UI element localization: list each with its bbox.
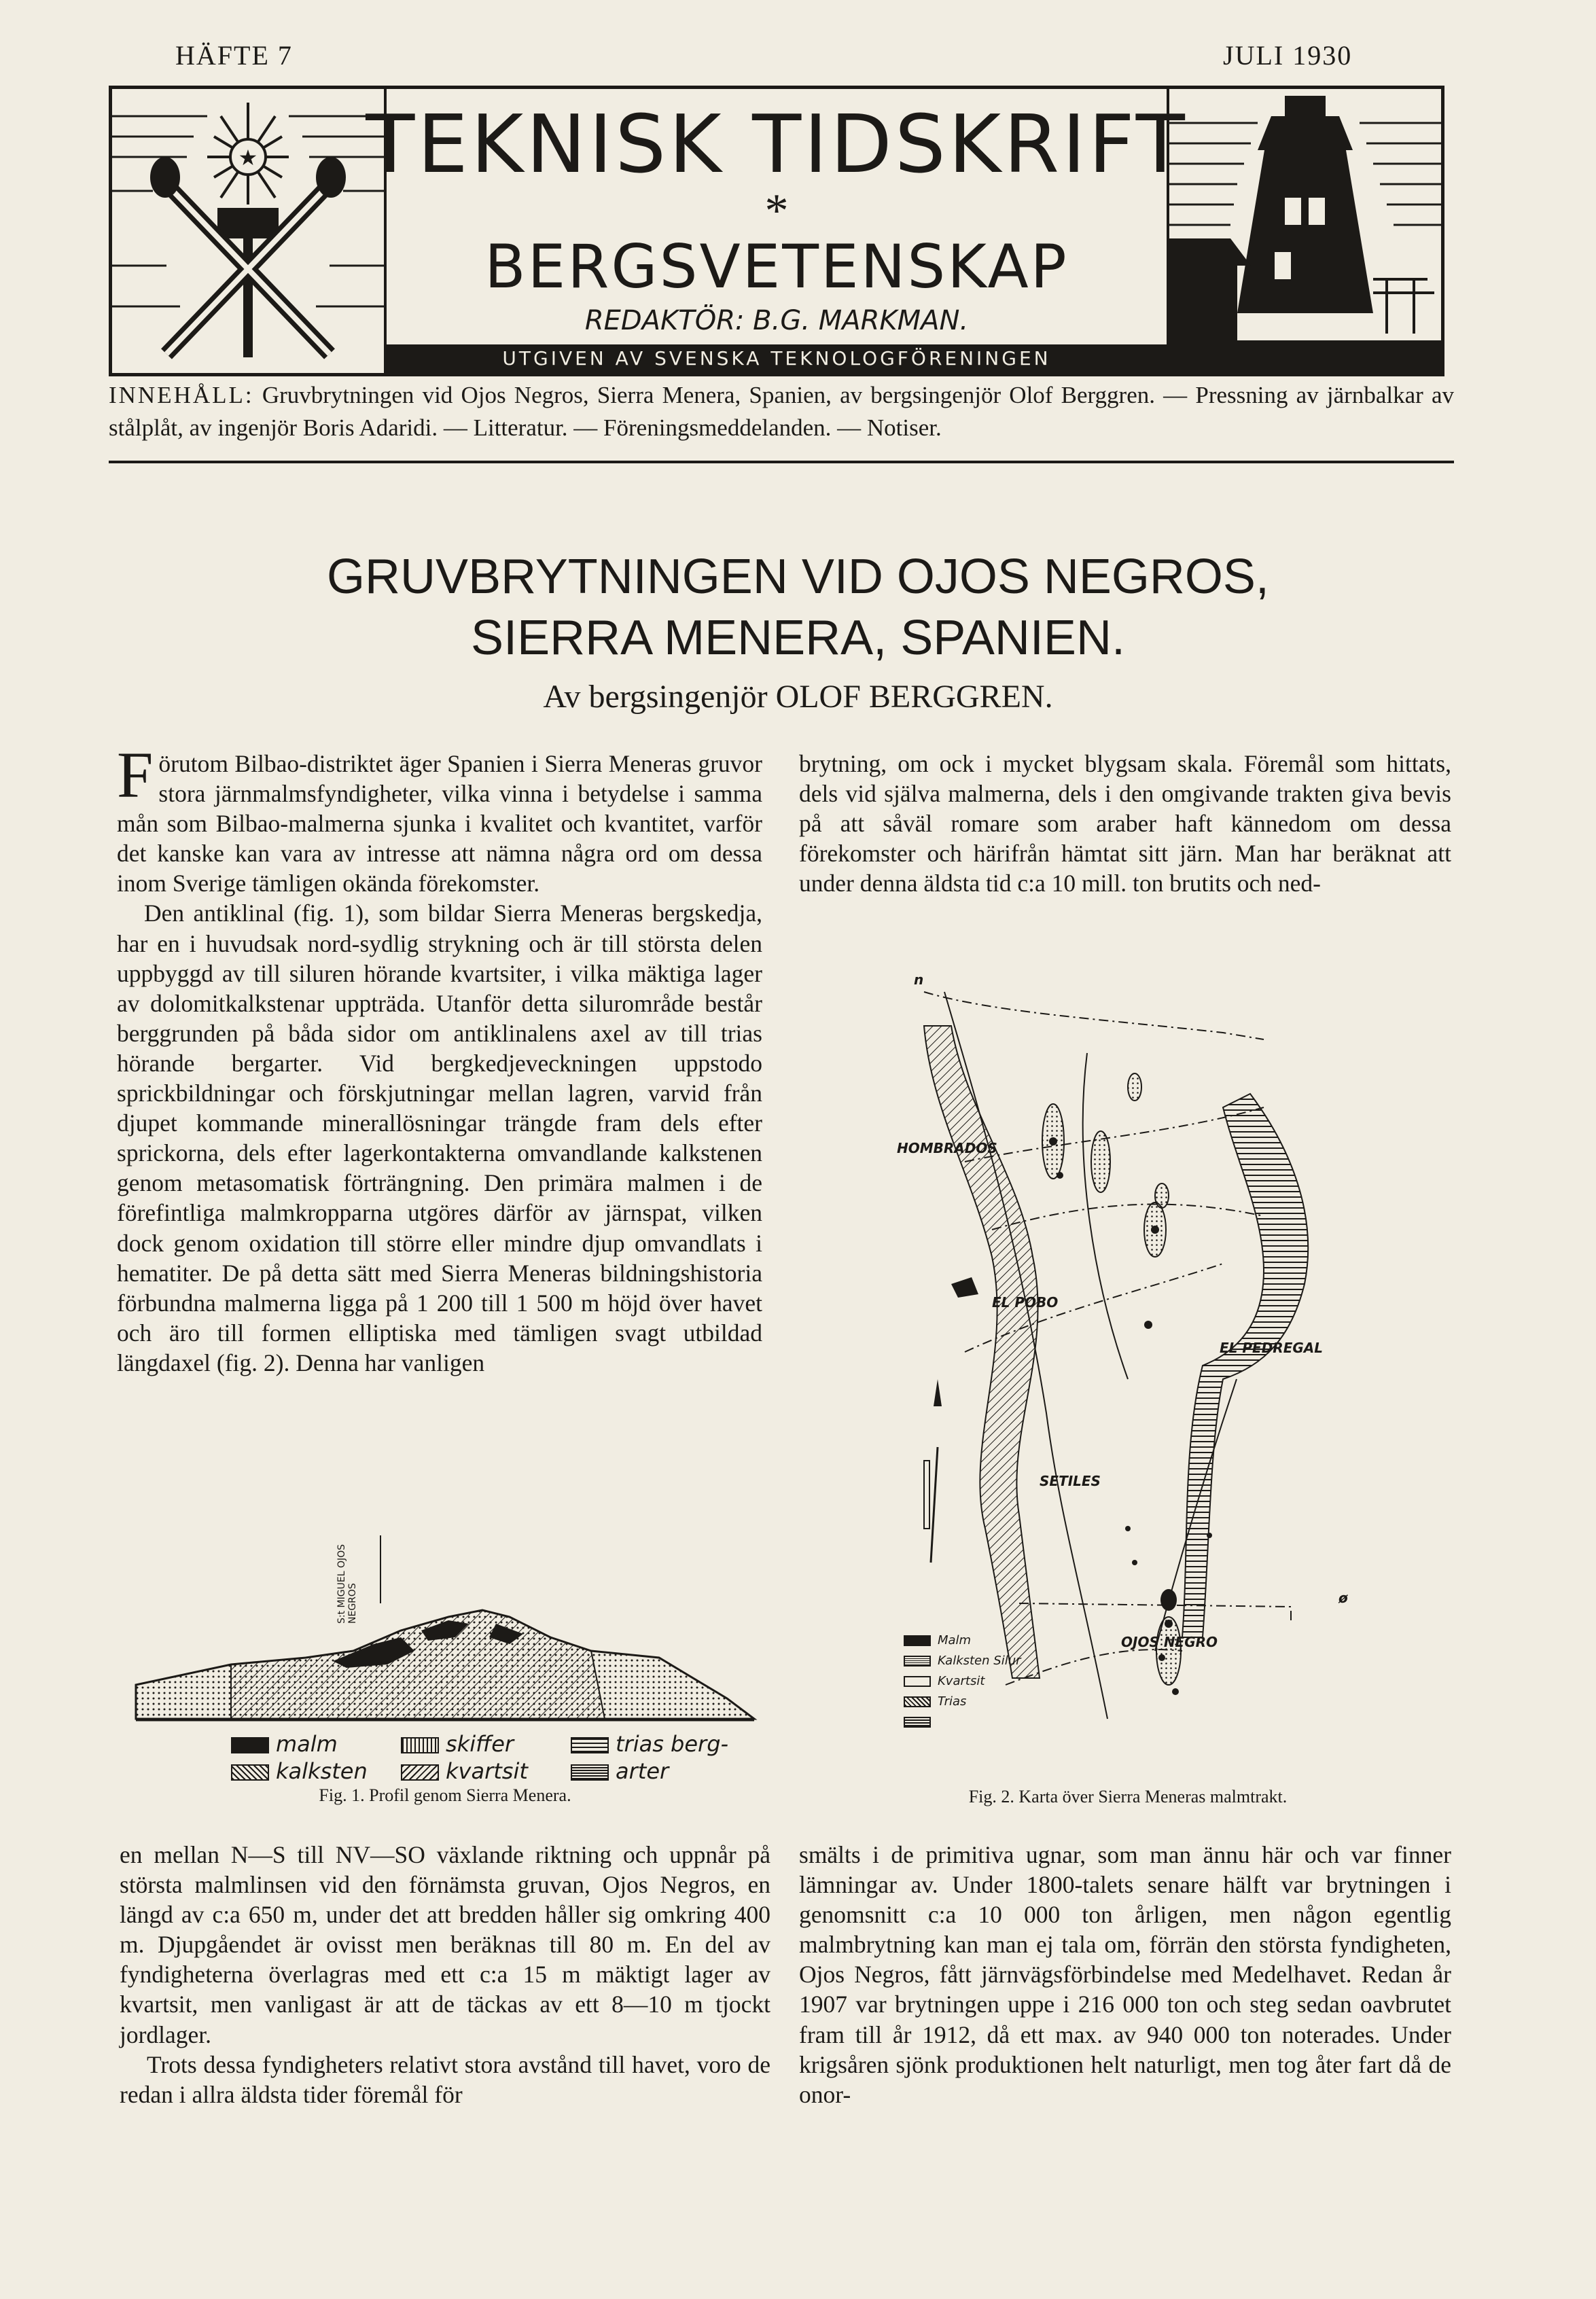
table-of-contents <box>109 379 1454 444</box>
publisher-band: UTGIVEN AV SVENSKA TEKNOLOGFÖRENINGEN <box>384 344 1169 373</box>
paragraph-4: Trots dessa fyndigheters relativt stora avstånd till havet, voro de redan i allra äldsta tider föremål för <box>120 2050 770 2108</box>
mine-headframe-icon <box>1167 89 1441 373</box>
article-byline: Av bergsingenjör OLOF BERGGREN. <box>543 679 1053 715</box>
figure-1-caption: Fig. 1. Profil genom Sierra Menera. <box>319 1785 571 1805</box>
editor-line: REDAKTÖR: B.G. MARKMAN. <box>584 305 969 336</box>
map-swatch-kvartsit <box>904 1676 931 1687</box>
map-legend-malm: Malm <box>938 1633 972 1647</box>
map-legend-silur: Silur <box>993 1654 1021 1668</box>
legend-kalksten: kalksten <box>276 1758 368 1784</box>
column-2-bottom: smälts i de primitiva ugnar, som man ännu här och var finner lämningar av. Under 1800-talets senare hälft var brytningen i genomsnitt c:a 10 000 ton årligen, men någon egentlig malmbrytning kan man ej tala om, förrän den största fyndigheten, Ojos Negros, fått järnvägsförbindelse med Medelhavet. Redan år 1907 var brytningen uppe i 216 000 ton och steg sedan oavbrutet fram till år 1912, då ett max. av 940 000 ton noterades. Under krigsåren sjönk produktionen helt naturligt, men tog åter fart då de onor- <box>799 1841 1451 2108</box>
legend-trias-2: arter <box>616 1758 669 1784</box>
paragraph-1: örutom Bilbao-distriktet äger Spanien i Sierra Meneras gruvor stora järnmalmsfyndigheter, vilka vinna i betydelse i samma mån som Bilbao-malmerna sjunka i kvalitet och kvantitet, varför det kanske kan vara av intresse att nämna några ord om dessa inom Sverige tämligen okända förekomster. <box>117 750 762 897</box>
figure-2-caption: Fig. 2. Karta över Sierra Meneras malmtrakt. <box>968 1787 1288 1806</box>
map-label-hombrados: HOMBRADOS <box>897 1140 997 1156</box>
swatch-skiffer <box>401 1737 439 1753</box>
swatch-kalksten <box>231 1764 269 1781</box>
swatch-kvartsit <box>401 1764 439 1781</box>
section-title: BERGSVETENSKAP <box>484 232 1069 302</box>
issue-number: HÄFTE 7 <box>175 40 293 71</box>
article-title-line2: SIERRA MENERA, SPANIEN. <box>471 611 1125 665</box>
toc-label: INNEHÅLL: <box>109 382 254 408</box>
svg-text:★: ★ <box>238 145 258 170</box>
column-1-top <box>117 738 762 1378</box>
asterisk-ornament: * <box>764 185 789 237</box>
map-legend-kvartsit: Kvartsit <box>938 1674 985 1688</box>
map-mark-east: ø <box>1338 1590 1348 1606</box>
map-swatch-kalksten <box>904 1656 931 1667</box>
column-1-bottom <box>120 1840 770 2109</box>
issue-date: JULI 1930 <box>1223 40 1353 71</box>
map-swatch-malm <box>904 1635 931 1646</box>
figure-1 <box>129 1522 761 1807</box>
masthead <box>109 86 1444 376</box>
legend-kvartsit: kvartsit <box>446 1758 528 1784</box>
peak-label: S:t MIGUEL OJOS NEGROS <box>336 1544 358 1624</box>
toc-text: Gruvbrytningen vid Ojos Negros, Sierra Menera, Spanien, av bergsingenjör Olof Berggren. — Pressning av järnbalkar av stålplåt, av ingenjör Boris Adaridi. — Litteratur. — Föreningsmeddelanden. — Notiser. <box>109 382 1454 441</box>
map-label-ojos-negros: OJOS NEGRO <box>1121 1634 1218 1650</box>
map-label-setiles: SETILES <box>1040 1473 1101 1489</box>
figure-2 <box>883 972 1372 1821</box>
drop-cap: F <box>117 738 154 811</box>
journal-title: TEKNISK TIDSKRIFT <box>366 97 1188 191</box>
paragraph-2: Den antiklinal (fig. 1), som bildar Sierra Meneras bergskedja, har en i huvudsak nord-sydlig strykning och är till största delen uppbyggd av till siluren hörande kvartsiter, i vilka mäktiga lager av dolomitkalkstenar uppträda. Utanför detta silurområde består berggrunden på båda sidor om antiklinalens axel av till trias hörande bergarter. Vid bergkedjeveckningen uppstodo sprickbildningar och förskjutningar mellan lagren, varvid från djupet kommande minerallösningar trängde fram dels efter sprickorna, dels efter lagerkontakterna omvandlande kalkstenen genom metasomatisk förträngning. Den primära malmen i de förefintliga malmkropparna utgöres därför av järnspat, vilken dock genom oxidation till större eller mindre djup omvandlats i hematiter. De på detta sätt med Sierra Meneras bildningshistoria förbundna malmerna ligga på 1 200 till 1 500 m höjd över havet och äro till formen elliptiska med tämligen svagt utbildad längdaxel (fig. 2). Denna har vanligen <box>117 899 762 1376</box>
legend-malm: malm <box>276 1731 338 1757</box>
figure-2-legend <box>904 1630 1080 1732</box>
swatch-malm <box>231 1737 269 1753</box>
swatch-trias-2 <box>571 1764 609 1781</box>
map-label-el-pobo: EL POBO <box>992 1294 1059 1311</box>
map-legend-trias: Trias <box>938 1694 967 1709</box>
map-label-el-pedregal: EL PEDREGAL <box>1220 1340 1323 1356</box>
article-title-line1: GRUVBRYTNINGEN VID OJOS NEGROS, <box>327 550 1269 604</box>
swatch-trias-1 <box>571 1737 609 1753</box>
map-swatch-trias <box>904 1696 931 1707</box>
map-swatch-unlabeled <box>904 1717 931 1728</box>
paragraph-3: en mellan N—S till NV—SO växlande riktning och uppnår på största malmlinsen vid den förnämsta gruvan, Ojos Negros, en längd av c:a 650 m, under det att bredden håller sig omkring 400 m. Djupgåendet är ovisst men beräknas till 80 m. En del av fyndigheterna överlagras med ett c:a 15 m mäktigt lager av kvartsit, men vanligast är att de täckas av ett 8—10 m tjockt jordlager. <box>120 1841 770 2048</box>
map-mark-north: n <box>914 972 924 988</box>
column-2-top: brytning, om ock i mycket blygsam skala. Föremål som hittats, dels vid själva malmerna, dels i den omgivande trakten giva bevis på att såväl romare som araber haft kännedom om dessa förekomster och härifrån hämtat sitt järn. Man har beräknat att under denna äldsta tid c:a 10 mill. ton brutits och ned- <box>799 750 1451 897</box>
legend-skiffer: skiffer <box>446 1731 514 1757</box>
legend-trias-1: trias berg- <box>616 1731 729 1757</box>
divider-rule <box>109 461 1454 463</box>
map-legend-kalksten: Kalksten <box>938 1654 990 1668</box>
